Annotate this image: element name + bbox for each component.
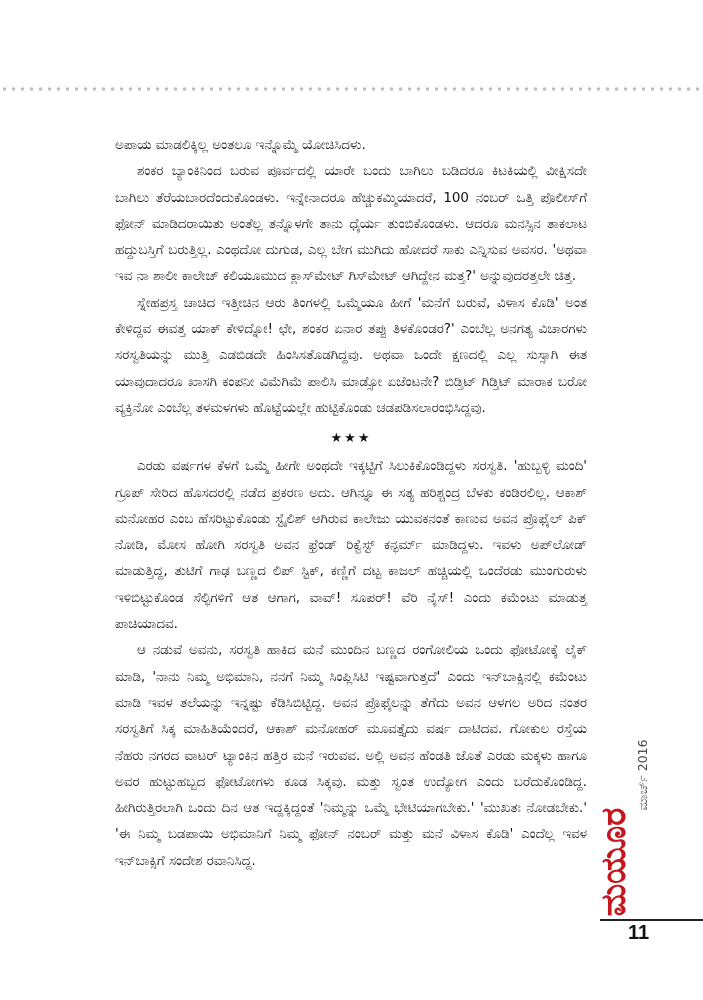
page-number: 11 <box>628 922 650 944</box>
article-body <box>115 133 587 875</box>
paragraph: ಆ ನಡುವೆ ಅವನು, ಸರಸ್ವತಿ ಹಾಕಿದ ಮನೆ ಮುಂದಿನ ಬಣ್ಣದ ರಂಗೋಲಿಯ ಒಂದು ಫೋಟೋಕ್ಕೆ ಲೈಕ್ ಮಾಡಿ, 'ನಾನು ನಿಮ್ಮ ಅಭಿಮಾನಿ, ನನಗೆ ನಿಮ್ಮ ಸಿಂಪ್ಲಿಸಿಟಿ ಇಷ್ಟವಾಗುತ್ತದೆ' ಎಂದು ಇನ್‌ಬಾಕ್ಸಿನಲ್ಲಿ ಕಮೆಂಟು ಮಾಡಿ ಇವಳ ತಲೆಯನ್ನು ಇನ್ನಷ್ಟು ಕೆಡಿಸಿಬಿಟ್ಟಿದ್ದ. ಅವನ ಪ್ರೊಫೈಲನ್ನು ತೆಗೆದು ಅವನ ಆಳಗಲ ಅರಿದ ನಂತರ ಸರಸ್ವತಿಗೆ ಸಿಕ್ಕ ಮಾಹಿತಿಯೆಂದರೆ, ಆಕಾಶ್ ಮನೋಹರ್ ಮೂವತ್ತೈದು ವರ್ಷ ದಾಟಿದವ. ಗೋಕುಲ ರಸ್ತೆಯ ನೆಹರು ನಗರದ ವಾಟರ್ ಟ್ಯಾಂಕಿನ ಹತ್ತಿರ ಮನೆ ಇರುವವ. ಅಲ್ಲಿ ಅವನ ಹೆಂಡತಿ ಜೊತೆ ಎರಡು ಮಕ್ಕಳು ಹಾಗೂ ಅವರ ಹುಟ್ಟುಹಬ್ಬದ ಫೋಟೋಗಳು ಕೂಡ ಸಿಕ್ಕವು. ಮತ್ತು ಸ್ವಂತ ಉದ್ಯೋಗ ಎಂದು ಬರೆದುಕೊಂಡಿದ್ದ. ಹೀಗಿರುತ್ತಿರಲಾಗಿ ಒಂದು ದಿನ ಆತ ಇದ್ದಕ್ಕಿದ್ದಂತೆ 'ನಿಮ್ಮನ್ನು ಒಮ್ಮೆ ಭೇಟಿಯಾಗಬೇಕು.' 'ಮುಖತಃ ನೋಡಬೇಕು.' 'ಈ ನಿಮ್ಮ ಬಡಪಾಯಿ ಅಭಿಮಾನಿಗೆ ನಿಮ್ಮ ಫೋನ್ ನಂಬರ್ ಮತ್ತು ಮನೆ ವಿಳಾಸ ಕೊಡಿ' ಎಂದೆಲ್ಲ ಇವಳ ಇನ್‌ಬಾಕ್ಸಿಗೆ ಸಂದೇಶ ರವಾನಿಸಿದ್ದ. <box>115 643 587 869</box>
paragraph: ಶಂಕರ ಬ್ಯಾಂಕಿನಿಂದ ಬರುವ ಪೂರ್ವದಲ್ಲಿ ಯಾರೇ ಬಂದು ಬಾಗಿಲು ಬಡಿದರೂ ಕಿಟಕಿಯಲ್ಲಿ ವೀಕ್ಷಿಸದೇ ಬಾಗಿಲು ತೆರೆಯಬಾರದೆಂದುಕೊಂಡಳು. ಇನ್ನೇನಾದರೂ ಹೆಚ್ಚುಕಮ್ಮಿಯಾದರೆ, 100 ನಂಬರ್ ಒತ್ತಿ ಪೊಲೀಸ್‌ಗೆ ಫೋನ್ ಮಾಡಿದರಾಯಿತು ಅಂತೆಲ್ಲ ತನ್ನೊಳಗೇ ತಾನು ಧೈರ್ಯ ತುಂಬಿಕೊಂಡಳು. ಆದರೂ ಮನಸ್ಸಿನ ತಾಕಲಾಟ ಹದ್ದುಬಸ್ತಿಗೆ ಬರುತ್ತಿಲ್ಲ. ಎಂಥದೋ ದುಗುಡ, ಎಲ್ಲ ಬೇಗ ಮುಗಿದು ಹೋದರೆ ಸಾಕು ಎನ್ನಿಸುವ ಅವಸರ. 'ಅಥವಾ ಇವ ನಾ ಶಾಲೀ ಕಾಲೇಜ್ ಕಲಿಯೂಮುದ ಕ್ಲಾಸ್‌ಮೇಟ್ ಗಿಸ್‌ಮೇಟ್ ಆಗಿದ್ದೇನ ಮತ್ತ?' ಅನ್ನುವುದರತ್ತಲೇ ಚಿತ್ತ. <box>115 164 587 285</box>
footer-rule <box>600 919 703 921</box>
dotted-header-rule <box>0 86 703 92</box>
paragraph: ಸ್ನೇಹಪ್ರಸ್ತ ಚಾಚಿದ ಇತ್ತೀಚಿನ ಆರು ತಿಂಗಳಲ್ಲಿ ಒಮ್ಮೆಯೂ ಹೀಗೆ 'ಮನೆಗೆ ಬರುವೆ, ವಿಳಾಸ ಕೊಡಿ' ಅಂತ ಕೇಳಿದ್ದವ ಈವತ್ತ ಯಾಕ್ ಕೇಳಿದ್ನೋ! ಛೇ, ಶಂಕರ ಏನಾರ ತಪ್ಪು ತಿಳಕೊಂಡರ?' ಎಂಬೆಲ್ಲ ಅನಗತ್ಯ ವಿಚಾರಗಳು ಸರಸ್ವತಿಯನ್ನು ಮುತ್ತಿ ಎಡಬಿಡದೇ ಹಿಂಸಿಸತೊಡಗಿದ್ದವು. ಅಥವಾ ಒಂದೇ ಕ್ಷಣದಲ್ಲಿ ಎಲ್ಲ ಸುಸ್ಸಾಗಿ ಈತ ಯಾವುದಾದರೂ ಖಾಸಗಿ ಕಂಪನೀ ವಿಮೆಗಿಮೆ ಪಾಲಿಸಿ ಮಾಡ್ಸೋ ಏಜೆಂಟನೇ? ಬಿಡ್ತಿಟ್ ಗಿಡ್ತಿಟ್ ಮಾರಾಕ ಬರೋ ವ್ಯಕ್ತಿನೋ ಎಂಬೆಲ್ಲ ತಳಮಳಗಳು ಹೊಟ್ಟೆಯಲ್ಲೇ ಹುಟ್ಟಿಕೊಂಡು ಚಡಪಡಿಸಲಾರಂಭಿಸಿದ್ದವು. <box>115 295 587 416</box>
paragraph: ಅಪಾಯ ಮಾಡಲಿಕ್ಕಿಲ್ಲ ಅಂತಲೂ ಇನ್ನೊಮ್ಮೆ ಯೋಚಿಸಿದಳು. <box>115 138 366 153</box>
section-separator: ★★★ <box>330 431 372 447</box>
issue-date: ಮಾರ್ಚ್ 2016 <box>635 739 650 811</box>
magazine-title: ಮಯೂರ <box>594 807 634 917</box>
paragraph: ಎರಡು ವರ್ಷಗಳ ಕೆಳಗೆ ಒಮ್ಮೆ ಹೀಗೇ ಅಂಥದೇ ಇಕ್ಕಟ್ಟಿಗೆ ಸಿಲುಕಿಕೊಂಡಿದ್ದಳು ಸರಸ್ವತಿ. 'ಹುಬ್ಬಳ್ಳಿ ಮಂದಿ' ಗ್ರೂಪ್ ಸೇರಿದ ಹೊಸದರಲ್ಲಿ ನಡೆದ ಪ್ರಕರಣ ಅದು. ಆಗಿನ್ನೂ ಈ ಸತ್ಯ ಹರಿಶ್ಚಂದ್ರ ಬೆಳಕು ಕಂಡಿರಲಿಲ್ಲ. ಆಕಾಶ್ ಮನೋಹರ ಎಂಬ ಹೆಸರಿಟ್ಟುಕೊಂಡು ಸ್ಟೈಲಿಶ್ ಆಗಿರುವ ಕಾಲೇಜು ಯುವಕನಂತೆ ಕಾಣುವ ಅವನ ಪ್ರೊಫೈಲ್ ಪಿಕ್ ನೋಡಿ, ಮೋಸ ಹೋಗಿ ಸರಸ್ವತಿ ಅವನ ಫ್ರೆಂಡ್ ರಿಕ್ವೆಸ್ಟ್ ಕನ್ಫರ್ಮ್ ಮಾಡಿದ್ದಳು. ಇವಳು ಅಪ್‌ಲೋಡ್ ಮಾಡುತ್ತಿದ್ದ, ತುಟಿಗೆ ಗಾಢ ಬಣ್ಣದ ಲಿಪ್ ಸ್ಟಿಕ್, ಕಣ್ಣಿಗೆ ದಟ್ಟ ಕಾಜಲ್ ಹಚ್ಚಿಯಲ್ಲಿ ಒಂದೆರಡು ಮುಂಗುರುಳು ಇಳಿಬಿಟ್ಟುಕೊಂಡ ಸೆಲ್ಫಿಗಳಿಗೆ ಆತ ಆಗಾಗ, ವಾವ್! ಸೂಪರ್! ವೆರಿ ನೈಸ್! ಎಂದು ಕಮೆಂಟು ಮಾಡುತ್ತ ಪಾಚಿಯಾದವ. <box>115 459 587 633</box>
